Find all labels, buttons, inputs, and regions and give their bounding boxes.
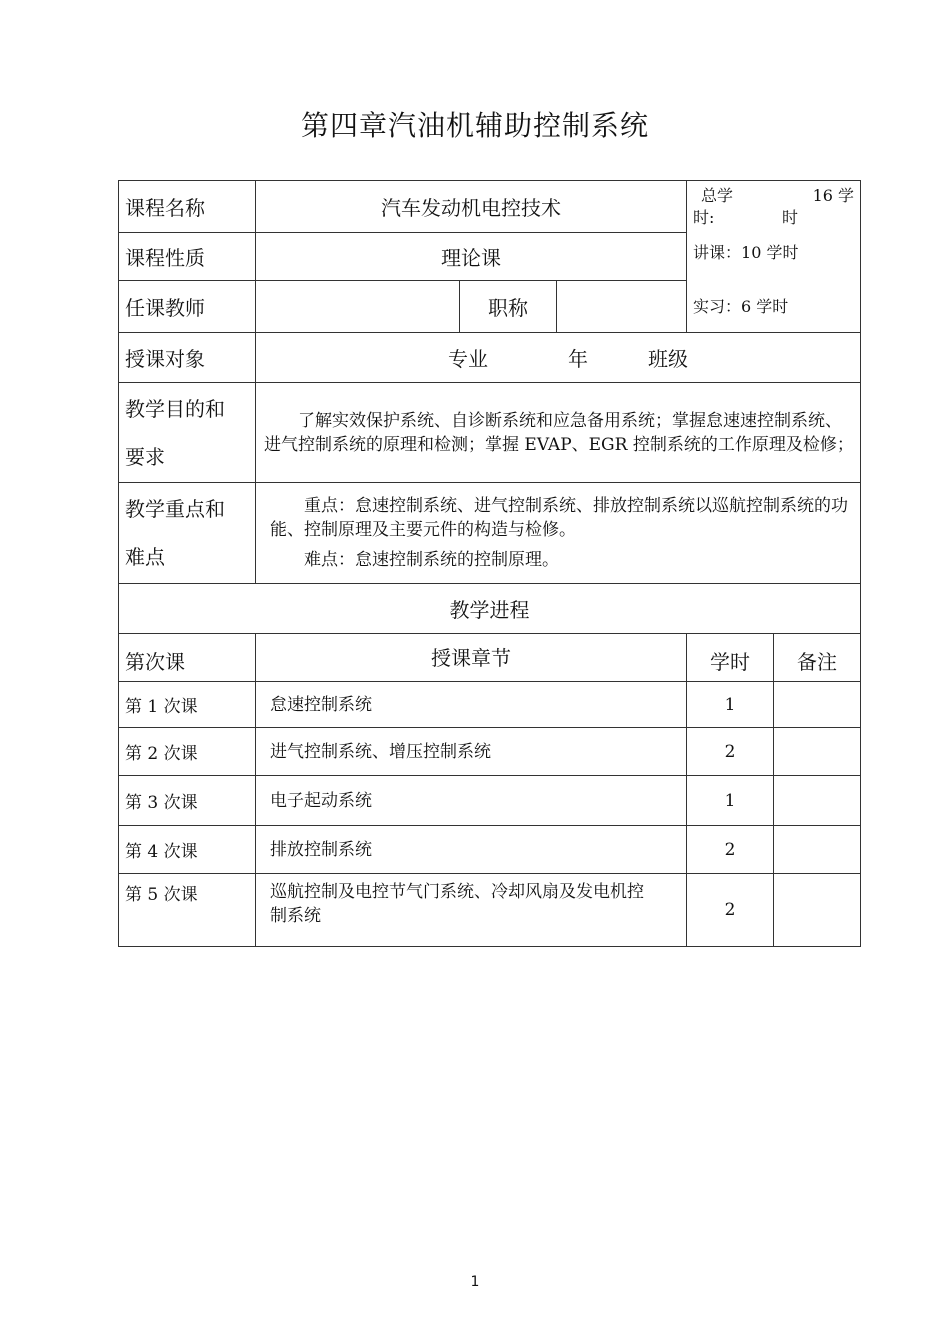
- hours-cell: [687, 181, 861, 333]
- total-hours-value: 16 学: [812, 186, 855, 205]
- lesson-label: 第 2 次课: [119, 728, 256, 776]
- lesson-notes: [774, 682, 861, 728]
- job-title-label: 职称: [460, 281, 557, 333]
- lesson-label: 第 3 次课: [119, 776, 256, 826]
- lesson-notes: [774, 728, 861, 776]
- audience-label: 授课对象: [119, 333, 256, 383]
- teacher-label: 任课教师: [119, 281, 256, 333]
- lesson-notes: [774, 776, 861, 826]
- course-type-label: 课程性质: [119, 233, 256, 281]
- difficulty-text: 难点：怠速控制系统的控制原理。: [304, 550, 559, 570]
- header-chapter: 授课章节: [256, 634, 687, 682]
- key-points-cell: [256, 483, 861, 584]
- key-label-line1: 教学重点和: [125, 497, 225, 521]
- lesson-hours: 2: [687, 874, 774, 947]
- header-lesson: 第次课: [119, 634, 256, 682]
- lesson-hours: 2: [687, 728, 774, 776]
- chapter-title: 进气控制系统、增压控制系统: [256, 728, 687, 776]
- row-key-points: [119, 483, 861, 584]
- key-label-line2: 难点: [125, 545, 165, 569]
- job-title-value[interactable]: [557, 281, 687, 333]
- row-goals: [119, 383, 861, 483]
- header-notes: 备注: [774, 634, 861, 682]
- lesson-label: 第 5 次课: [119, 874, 256, 947]
- lesson-hours: 1: [687, 682, 774, 728]
- schedule-row: [119, 874, 861, 947]
- total-hours-label-tail: 时:: [693, 207, 715, 227]
- audience-class: 班级: [648, 347, 689, 371]
- audience-major: 专业: [448, 347, 489, 371]
- schedule-header-row: [119, 634, 861, 682]
- lesson-label: 第 1 次课: [119, 682, 256, 728]
- goals-label-line2: 要求: [125, 444, 165, 469]
- lesson-hours: 1: [687, 776, 774, 826]
- teacher-value[interactable]: [256, 281, 460, 333]
- row-progress-heading: [119, 584, 861, 634]
- audience-year: 年: [568, 347, 589, 371]
- schedule-row: [119, 776, 861, 826]
- chapter-title: 巡航控制及电控节气门系统、冷却风扇及发电机控制系统: [256, 874, 687, 947]
- course-plan-table: [118, 180, 861, 947]
- total-hours-unit: 时: [782, 207, 799, 227]
- page-number: 1: [470, 1274, 480, 1290]
- schedule-row: [119, 682, 861, 728]
- schedule-row: [119, 826, 861, 874]
- schedule-row: [119, 728, 861, 776]
- goals-text-cell: [256, 383, 861, 483]
- page-title: 第四章汽油机辅助控制系统: [300, 109, 649, 142]
- key-points-label: [119, 483, 256, 584]
- chapter-title: 怠速控制系统: [256, 682, 687, 728]
- lesson-notes: [774, 874, 861, 947]
- progress-heading: 教学进程: [119, 584, 861, 634]
- course-type-value: 理论课: [256, 233, 687, 281]
- header-hours: 学时: [687, 634, 774, 682]
- key-points-text: 重点：怠速控制系统、进气控制系统、排放控制系统以巡航控制系统的功能、控制原理及主要元件的构造与检修。: [270, 496, 848, 540]
- total-hours-line2: [693, 207, 854, 229]
- course-name-label: 课程名称: [119, 181, 256, 233]
- goals-text: 了解实效保护系统、自诊断系统和应急备用系统；掌握怠速速控制系统、进气控制系统的原理和检测；掌握 EVAP、EGR 控制系统的工作原理及检修；: [264, 410, 854, 455]
- lesson-hours: 2: [687, 826, 774, 874]
- row-course-name: [119, 181, 861, 233]
- chapter-title: 排放控制系统: [256, 826, 687, 874]
- audience-value: [256, 333, 861, 383]
- goals-label-line1: 教学目的和: [125, 396, 225, 421]
- lecture-hours: 讲课：10 学时: [693, 243, 799, 263]
- goals-label: [119, 383, 256, 483]
- practice-hours: 实习：6 学时: [693, 296, 789, 316]
- total-hours-line1: [693, 185, 854, 207]
- row-audience: [119, 333, 861, 383]
- lesson-label: 第 4 次课: [119, 826, 256, 874]
- course-name-value: 汽车发动机电控技术: [256, 181, 687, 233]
- lesson-notes: [774, 826, 861, 874]
- total-hours-label: 总学: [701, 186, 734, 205]
- chapter-title: 电子起动系统: [256, 776, 687, 826]
